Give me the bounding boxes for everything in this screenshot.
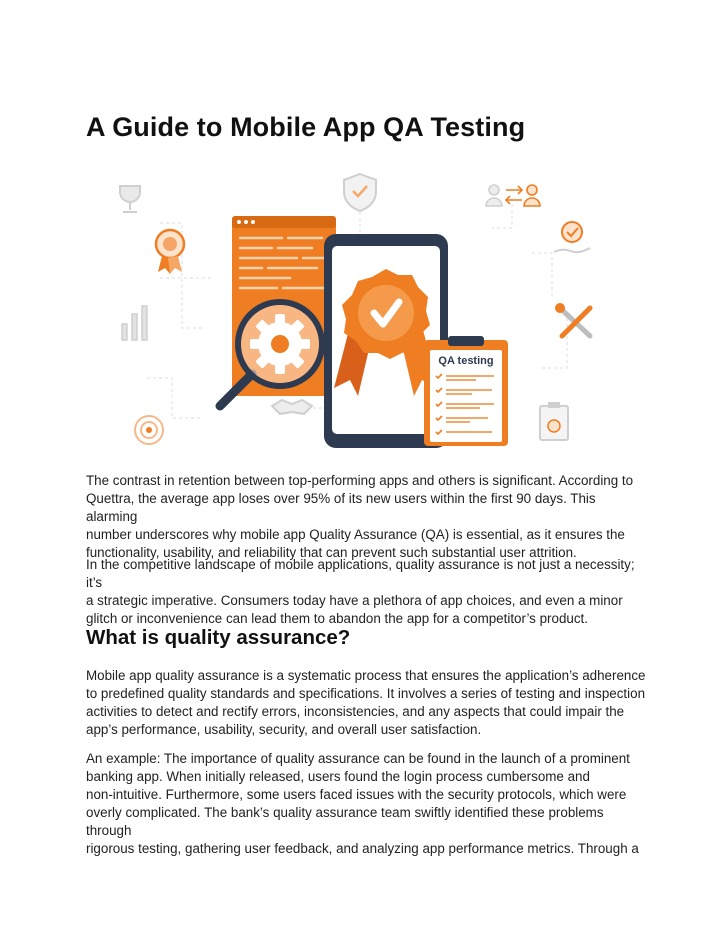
text-line: An example: The importance of quality assurance can be found in the launch of a prominent — [86, 751, 630, 766]
text-line: activities to detect and rectify errors, inconsistencies, and any aspects that could impair the — [86, 704, 625, 719]
qa-clipboard — [424, 336, 508, 446]
text-line: Mobile app quality assurance is a systematic process that ensures the application’s adherence — [86, 668, 646, 683]
text-line: In the competitive landscape of mobile applications, quality assurance is not just a necessity; it’s — [86, 557, 635, 590]
clipboard-chart-icon — [540, 402, 568, 440]
text-line: glitch or inconvenience can lead them to abandon the app for a competitor’s product. — [86, 611, 588, 626]
page-title: A Guide to Mobile App QA Testing — [86, 112, 526, 142]
gear-icon — [250, 314, 310, 374]
text-line: app’s performance, usability, security, and overall user satisfaction. — [86, 722, 482, 737]
text-line: banking app. When initially released, users found the login process cumbersome and — [86, 769, 590, 784]
section-heading: What is quality assurance? — [86, 626, 351, 649]
award-badge-icon — [156, 230, 184, 274]
section-paragraph-2 — [86, 750, 646, 858]
section-paragraph-1 — [86, 667, 646, 739]
text-line: number underscores why mobile app Quality Assurance (QA) is essential, as it ensures the — [86, 527, 625, 542]
bar-chart-icon — [122, 306, 147, 340]
intro-paragraph-1 — [86, 472, 646, 562]
hand-check-icon — [554, 222, 590, 252]
text-line: The contrast in retention between top-performing apps and others is significant. According to — [86, 473, 634, 488]
users-exchange-icon — [486, 185, 540, 206]
handshake-icon — [272, 400, 312, 414]
target-icon — [135, 416, 163, 444]
text-line: to predefined quality standards and specifications. It involves a series of testing and inspection — [86, 686, 646, 701]
shield-check-icon — [344, 174, 376, 211]
text-line: Quettra, the average app loses over 95% of its new users within the first 90 days. This alarming — [86, 491, 596, 524]
text-line: a strategic imperative. Consumers today have a plethora of app choices, and even a minor — [86, 593, 623, 608]
qa-illustration — [112, 168, 612, 458]
tools-icon — [555, 303, 590, 336]
text-line: overly complicated. The bank’s quality assurance team swiftly identified these problems through — [86, 805, 604, 838]
intro-paragraph-2 — [86, 556, 646, 628]
trophy-icon — [120, 186, 140, 212]
text-line: rigorous testing, gathering user feedback, and analyzing app performance metrics. Through a — [86, 841, 639, 856]
clipboard-label: QA testing — [438, 355, 494, 367]
text-line: non-intuitive. Furthermore, some users faced issues with the security protocols, which were — [86, 787, 627, 802]
text-line: functionality, usability, and reliability that can prevent such substantial user attrition. — [86, 545, 577, 560]
